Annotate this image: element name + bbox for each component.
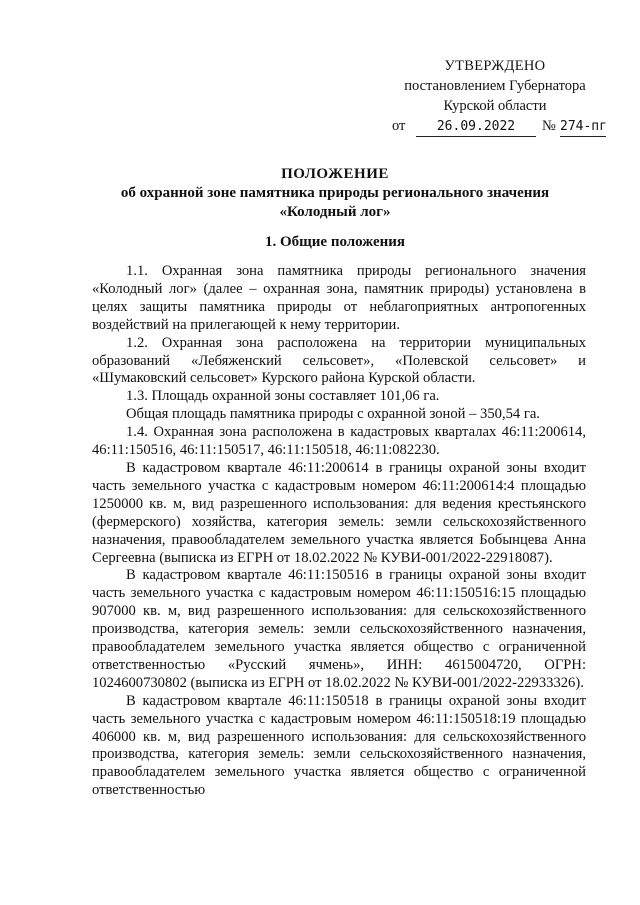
document-subtitle-1: об охранной зоне памятника природы регионального значения — [120, 185, 550, 201]
paragraph-1-4: 1.4. Охранная зона расположена в кадастровых кварталах 46:11:200614, 46:11:150516, 46:11:150517, 46:11:150518, 46:11:082230. — [92, 424, 586, 459]
document-body — [92, 263, 586, 800]
number-prefix: № — [542, 118, 556, 134]
approval-title: УТВЕРЖДЕНО — [444, 58, 546, 74]
paragraph-1-3: 1.3. Площадь охранной зоны составляет 101,06 га. — [126, 388, 440, 405]
approval-line-2: Курской области — [443, 98, 547, 114]
document-subtitle-2: «Колодный лог» — [279, 204, 391, 220]
paragraph-quarter-200614: В кадастровом квартале 46:11:200614 в границы охраной зоны входит часть земельного участка с кадастровым номером 46:11:200614:4 площадью 1250000 кв. м, вид разрешенного использования: для ведения крестьянского (фермерского) хозяйства, категория земель: земли сельскохозяйственного назначения, правообладателем земельного участка является Бобынцева Анна Сергеевна (выписка из ЕГРН от 18.02.2022 № КУВИ-001/2022-22918087). — [92, 459, 586, 566]
approval-date-line — [380, 116, 610, 138]
paragraph-quarter-150518: В кадастровом квартале 46:11:150518 в границы охраной зоны входит часть земельного участка с кадастровым номером 46:11:150518:19 площадью 406000 кв. м, вид разрешенного использования: для сельскохозяйственного производства, категория земель: земли сельскохозяйственного назначения, правообладателем земельного участка является общество с ограниченной ответственностью — [92, 692, 586, 799]
paragraph-quarter-150516: В кадастровом квартале 46:11:150516 в границы охраной зоны входит часть земельного участка с кадастровым номером 46:11:150516:15 площадью 907000 кв. м, вид разрешенного использования: для сельскохозяйственного производства, категория земель: земли сельскохозяйственного назначения, правообладателем земельного участка является общество с ограниченной ответственностью «Русский ячмень», ИНН: 4615004720, ОГРН: 1024600730802 (выписка из ЕГРН от 18.02.2022 № КУВИ-001/2022-22933326). — [92, 567, 586, 691]
paragraph-1-2: 1.2. Охранная зона расположена на территории муниципальных образований «Лебяженский сельсовет», «Полевской сельсовет» и «Шумаковский сельсовет» Курского района Курской области. — [92, 334, 586, 387]
approval-number: 274-пг — [560, 118, 606, 137]
document-title: ПОЛОЖЕНИЕ — [281, 166, 389, 182]
approval-line-1: постановлением Губернатора — [404, 78, 586, 94]
date-prefix: от — [392, 118, 406, 134]
paragraph-1-1: 1.1. Охранная зона памятника природы регионального значения «Колодный лог» (далее – охранная зона, памятник природы) установлена в целях защиты памятника природы от неблагоприятных антропогенных воздействий на прилегающей к нему территории. — [92, 263, 586, 333]
approval-date: 26.09.2022 — [416, 118, 536, 137]
approval-stamp — [380, 56, 610, 138]
section-heading: 1. Общие положения — [264, 234, 406, 250]
paragraph-total-area: Общая площадь памятника природы с охранной зоной – 350,54 га. — [126, 406, 540, 423]
